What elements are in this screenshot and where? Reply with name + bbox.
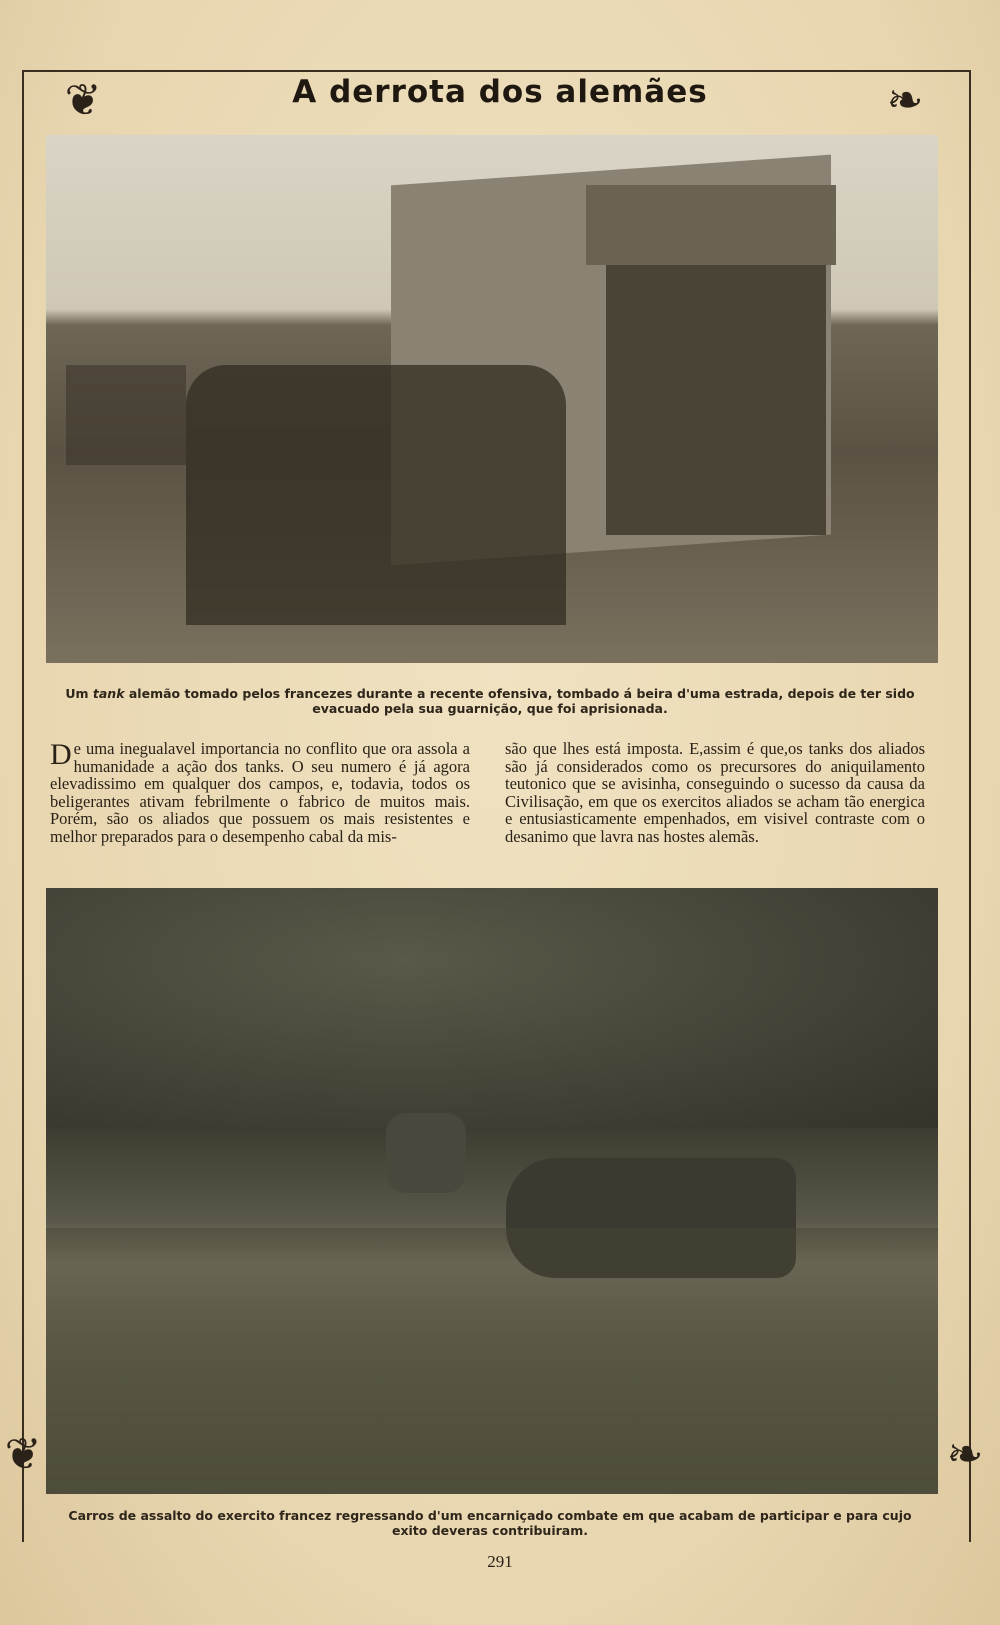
article-column-1: De uma inegualavel importancia no conflito que ora assola a humanidade a ação dos tanks. O seu numero é já agora elevadissimo em qualquer dos campos, e, todavia, todos os beligerantes ativam febrilmente o fabrico de muitos mais. Porém, são os aliados que possuem os mais resistentes e melhor preparados para o desempenho cabal da mis- bbox=[50, 738, 470, 846]
photo1-caption: Um tank alemão tomado pelos francezes durante a recente ofensiva, tombado á beira d'uma estrada, depois de ter sido evacuado pela sua guarnição, que foi aprisionada. bbox=[65, 686, 915, 716]
tank-underside bbox=[606, 265, 826, 535]
page-number: 291 bbox=[487, 1552, 513, 1571]
ornament-top-right-icon: ❧ bbox=[886, 75, 924, 126]
ornament-bottom-right-icon: ❧ bbox=[946, 1429, 984, 1480]
ornament-bottom-left-icon: ❦ bbox=[4, 1429, 42, 1480]
photo-overturned-tank bbox=[46, 135, 938, 663]
tank-track bbox=[586, 185, 836, 265]
photo2-caption: Carros de assalto do exercito francez regressando d'um encarniçado combate em que acabam de participar e para cujo exito deveras contribuiram. bbox=[68, 1508, 912, 1538]
soldiers-group bbox=[186, 365, 566, 625]
soldiers-background bbox=[66, 365, 186, 465]
ornament-top-left-icon: ❦ bbox=[64, 75, 102, 126]
article-column-2: são que lhes está imposta. E,assim é que,os tanks dos aliados são já considerados como os precursores do aniquilamento teutonico que se avisinha, conseguindo o sucesso da causa da Civilisação, em que os exercitos aliados se acham tão energica e entusiasticamente empenhados, em visivel contraste com o desanimo que lavra nas hostes alemãs. bbox=[505, 739, 925, 846]
page-title: A derrota dos alemães bbox=[292, 74, 708, 110]
trees bbox=[46, 888, 938, 1128]
drop-cap: D bbox=[50, 738, 72, 771]
tank-small bbox=[386, 1113, 466, 1193]
photo-french-tanks bbox=[46, 888, 938, 1494]
field bbox=[46, 1228, 938, 1494]
